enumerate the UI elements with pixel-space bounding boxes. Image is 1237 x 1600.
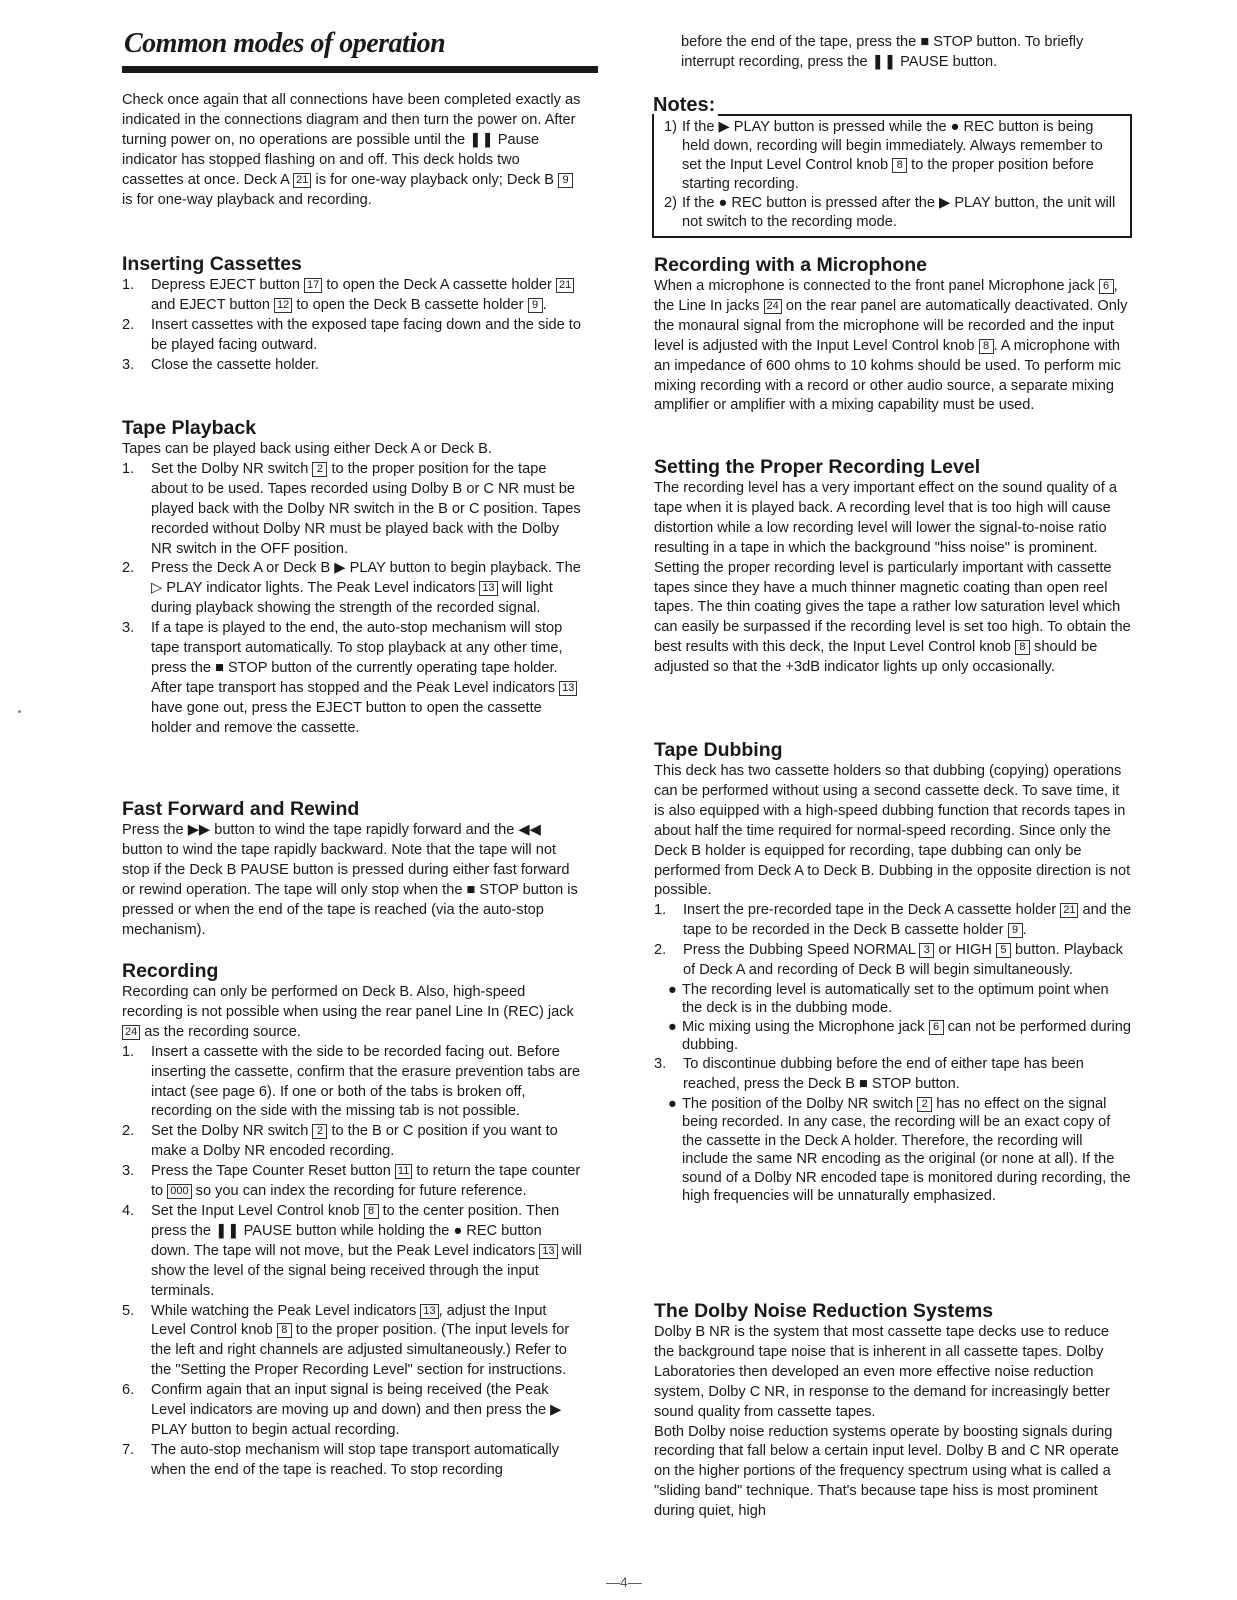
inserting-heading: Inserting Cassettes xyxy=(122,253,302,275)
reference-number-box: 3 xyxy=(919,943,934,958)
list-item: 2) If the ● REC button is pressed after the ▶ PLAY button, the unit will not switch to the recording mode. xyxy=(664,195,1116,230)
recording-intro: Recording can only be performed on Deck B. Also, high-speed recording is not possible when using the rear panel Line In (REC) jack 24 as the recording source. xyxy=(122,984,574,1040)
recording-continued-text: before the end of the tape, press the ■ STOP button. To briefly interrupt recording, press the ❚❚ PAUSE button. xyxy=(681,34,1084,70)
dolby-paragraph-2: Both Dolby noise reduction systems operate by boosting signals during recording that fall below a certain input level. Dolby B and C NR operate on the higher portions of the frequency spectrum using what is called a "sliding band" technique. That's because tape hiss is most prominent during quiet, high xyxy=(654,1423,1119,1520)
list-item: 2. Set the Dolby NR switch 2 to the B or C position if you want to make a Dolby NR encoded recording. xyxy=(122,1123,558,1160)
notes-list xyxy=(664,118,1122,232)
level-section xyxy=(654,455,1132,678)
microphone-paragraph: When a microphone is connected to the front panel Microphone jack 6 , the Line In jacks 24 on the rear panel are automatically deactivated. Only the monaural signal from the microphone will be recorded and the input level is adjusted with the Input Level Control knob 8 . A microphone with an impedance of 600 ohms to 10 kohms should be used. To perform mic mixing recording with a record or other audio source, a separate mixing amplifier or amplifier with a mixing capability must be used. xyxy=(654,278,1128,414)
reference-number-box: 2 xyxy=(312,1124,327,1139)
playback-section xyxy=(122,416,584,739)
playback-intro: Tapes can be played back using either Deck A or Deck B. xyxy=(122,441,492,457)
reference-number-box: 21 xyxy=(293,173,311,188)
reference-number-box: 5 xyxy=(996,943,1011,958)
dubbing-bullets-a xyxy=(654,981,1132,1055)
microphone-heading: Recording with a Microphone xyxy=(654,254,928,276)
list-item: 3. Close the cassette holder. xyxy=(122,356,319,373)
list-item: 3. To discontinue dubbing before the end of either tape has been reached, press the Deck B ■ STOP button. xyxy=(654,1055,1084,1092)
list-item: 1) If the ▶ PLAY button is pressed while the ● REC button is being held down, recording will begin immediately. Always remember to set the Input Level Control knob 8 to the proper position before starting recording. xyxy=(664,119,1103,192)
reference-number-box: 13 xyxy=(559,681,577,696)
reference-number-box: 6 xyxy=(929,1020,944,1035)
reference-number-box: 12 xyxy=(274,298,292,313)
reference-number-box: 13 xyxy=(539,1244,557,1259)
reference-number-box: 6 xyxy=(1099,279,1114,294)
ffrew-paragraph: Press the ▶▶ button to wind the tape rapidly forward and the ◀◀ button to wind the tape rapidly backward. Note that the tape will not stop if the Deck B PAUSE button is pressed during either fast forward or rewind operation. The tape will only stop when the ■ STOP button is pressed or when the end of the tape is reached (via the auto-stop mechanism). xyxy=(122,822,578,938)
reference-number-box: 8 xyxy=(892,158,907,173)
level-heading: Setting the Proper Recording Level xyxy=(654,456,981,478)
playback-steps xyxy=(122,460,584,739)
reference-number-box: 8 xyxy=(1015,640,1030,655)
list-item: 2. Insert cassettes with the exposed tape facing down and the side to be played facing outward. xyxy=(122,316,581,353)
list-item: 1. Set the Dolby NR switch 2 to the proper position for the tape about to be used. Tapes recorded using Dolby B or C NR must be played back with the Dolby NR switch in the B or C position. Tapes recorded without Dolby NR must be played back with the Dolby NR switch in the OFF position. xyxy=(122,460,581,557)
reference-number-box: 9 xyxy=(1008,923,1023,938)
reference-number-box: 24 xyxy=(122,1025,140,1040)
reference-number-box: 000 xyxy=(167,1184,191,1199)
inserting-steps xyxy=(122,276,584,376)
list-item: ● Mic mixing using the Microphone jack 6 can not be performed during dubbing. xyxy=(668,1018,1131,1054)
list-item: 2. Press the Dubbing Speed NORMAL 3 or HIGH 5 button. Playback of Deck A and recording of Deck B will begin simultaneously. xyxy=(654,942,1123,979)
recording-continued xyxy=(681,33,1131,73)
list-item: 5. While watching the Peak Level indicators 13 , adjust the Input Level Control knob 8 to the proper position. (The input levels for the left and right channels are adjusted simultaneously.) Refer to the "Setting the Proper Recording Level" section for instructions. xyxy=(122,1302,570,1379)
list-item: 6. Confirm again that an input signal is being received (the Peak Level indicators are moving up and down) and then press the ▶ PLAY button to begin actual recording. xyxy=(122,1382,562,1438)
inserting-section xyxy=(122,252,584,376)
reference-number-box: 21 xyxy=(1060,903,1078,918)
dubbing-section xyxy=(654,738,1132,1206)
intro-paragraph: Check once again that all connections have been completed exactly as indicated in the connections diagram and then turn the power on. After turning power on, no operations are possible until the ❚❚ Pause indicator has stopped flashing on and off. This deck holds two cassettes at once. Deck A 21 is for one-way playback only; Deck B 9 is for one-way playback and recording. xyxy=(122,92,581,208)
title-rule xyxy=(122,66,598,73)
reference-number-box: 13 xyxy=(420,1304,438,1319)
reference-number-box: 21 xyxy=(556,278,574,293)
recording-steps xyxy=(122,1043,584,1481)
list-item: 1. Depress EJECT button 17 to open the Deck A cassette holder 21 and EJECT button 12 to open the Deck B cassette holder 9 . xyxy=(122,276,584,316)
dolby-paragraph-1: Dolby B NR is the system that most cassette tape decks use to reduce the background tape noise that is inherent in all cassette tapes. Dolby Laboratories then developed an even more effective noise reduction system, Dolby C NR, in response to the demand for increasingly better sound quality from cassette tapes. xyxy=(654,1324,1110,1420)
dolby-heading: The Dolby Noise Reduction Systems xyxy=(654,1300,994,1322)
reference-number-box: 13 xyxy=(479,581,497,596)
reference-number-box: 2 xyxy=(312,462,327,477)
reference-number-box: 2 xyxy=(917,1097,932,1112)
ffrew-section xyxy=(122,797,584,940)
list-item: ● The position of the Dolby NR switch 2 has no effect on the signal being recorded. In any case, the recording will be an exact copy of the cassette in the Deck A holder. Therefore, the recording will include the same NR encoding as the original (or none at all). If the sound of a Dolby NR encoded tape is monitored during recording, the high frequencies will be unnaturally emphasized. xyxy=(668,1095,1131,1205)
reference-number-box: 8 xyxy=(364,1204,379,1219)
notes-heading: Notes: xyxy=(653,94,716,116)
intro-section xyxy=(122,91,584,210)
dubbing-steps-b xyxy=(654,1055,1132,1095)
reference-number-box: 8 xyxy=(277,1323,292,1338)
recording-heading: Recording xyxy=(122,960,219,982)
reference-number-box: 9 xyxy=(558,173,573,188)
playback-heading: Tape Playback xyxy=(122,417,257,439)
ffrew-heading: Fast Forward and Rewind xyxy=(122,798,360,820)
reference-number-box: 11 xyxy=(395,1164,412,1179)
dolby-section xyxy=(654,1299,1132,1522)
list-item: 7. The auto-stop mechanism will stop tape transport automatically when the end of the tape is reached. To stop recording xyxy=(122,1441,560,1478)
list-item: 1. Insert a cassette with the side to be recorded facing out. Before inserting the cassette, confirm that the erasure prevention tabs are intact (see page 6). If one or both of the tabs is broken off, recording on the side with the missing tab is not possible. xyxy=(122,1043,581,1120)
microphone-section xyxy=(654,253,1132,416)
recording-section xyxy=(122,959,584,1481)
page-number: —4— xyxy=(606,1574,642,1590)
list-item: 4. Set the Input Level Control knob 8 to the center position. Then press the ❚❚ PAUSE button while holding the ● REC button down. The tape will not move, but the Peak Level indicators 13 will show the level of the signal being received through the input terminals. xyxy=(122,1202,582,1299)
dubbing-steps xyxy=(654,901,1132,981)
list-item: 2. Press the Deck A or Deck B ▶ PLAY button to begin playback. The ▷ PLAY indicator lights. The Peak Level indicators 13 will light during playback showing the strength of the recorded signal. xyxy=(122,560,581,617)
dubbing-bullets-b xyxy=(654,1095,1132,1206)
dubbing-intro: This deck has two cassette holders so that dubbing (copying) operations can be performed without using a second cassette deck. To save time, it is also equipped with a high-speed dubbing function that records tapes in about half the time required for normal-speed recording. Since only the Deck B holder is equipped for recording, tape dubbing can only be performed from Deck A to Deck B. Dubbing in the opposite direction is not possible. xyxy=(654,763,1131,899)
reference-number-box: 17 xyxy=(304,278,322,293)
page-title: Common modes of operation xyxy=(124,28,446,59)
list-item: 1. Insert the pre-recorded tape in the Deck A cassette holder 21 and the tape to be recorded in the Deck B cassette holder 9 . xyxy=(654,902,1132,939)
list-item: 3. If a tape is played to the end, the auto-stop mechanism will stop tape transport automatically. To stop playback at any other time, press the ■ STOP button of the currently operating tape holder. After tape transport has stopped and the Peak Level indicators 13 have gone out, press the EJECT button to open the cassette holder and remove the cassette. xyxy=(122,619,584,738)
list-item: 3. Press the Tape Counter Reset button 11 to return the tape counter to 000 so you can index the recording for future reference. xyxy=(122,1163,581,1200)
reference-number-box: 9 xyxy=(528,298,543,313)
dubbing-heading: Tape Dubbing xyxy=(654,739,783,761)
reference-number-box: 8 xyxy=(979,339,994,354)
level-paragraph: The recording level has a very important effect on the sound quality of a tape when it is played back. A recording level that is too high will cause distortion while a low recording level will lower the signal-to-noise ratio resulting in a tape in which the background "hiss noise" is prominent. Setting the proper recording level is particularly important with cassette tapes since they have a much thinner magnetic coating than open reel tapes. The thin coating gives the tape a rather low saturation level which can easily be surpassed if the recording level is set too high. To obtain the best results with this deck, the Input Level Control knob 8 should be adjusted so that the +3dB indicator lights up only occasionally. xyxy=(654,480,1131,676)
reference-number-box: 24 xyxy=(764,299,782,314)
scan-speck xyxy=(18,710,21,713)
list-item: ● The recording level is automatically set to the optimum point when the deck is in the dubbing mode. xyxy=(668,981,1109,1017)
